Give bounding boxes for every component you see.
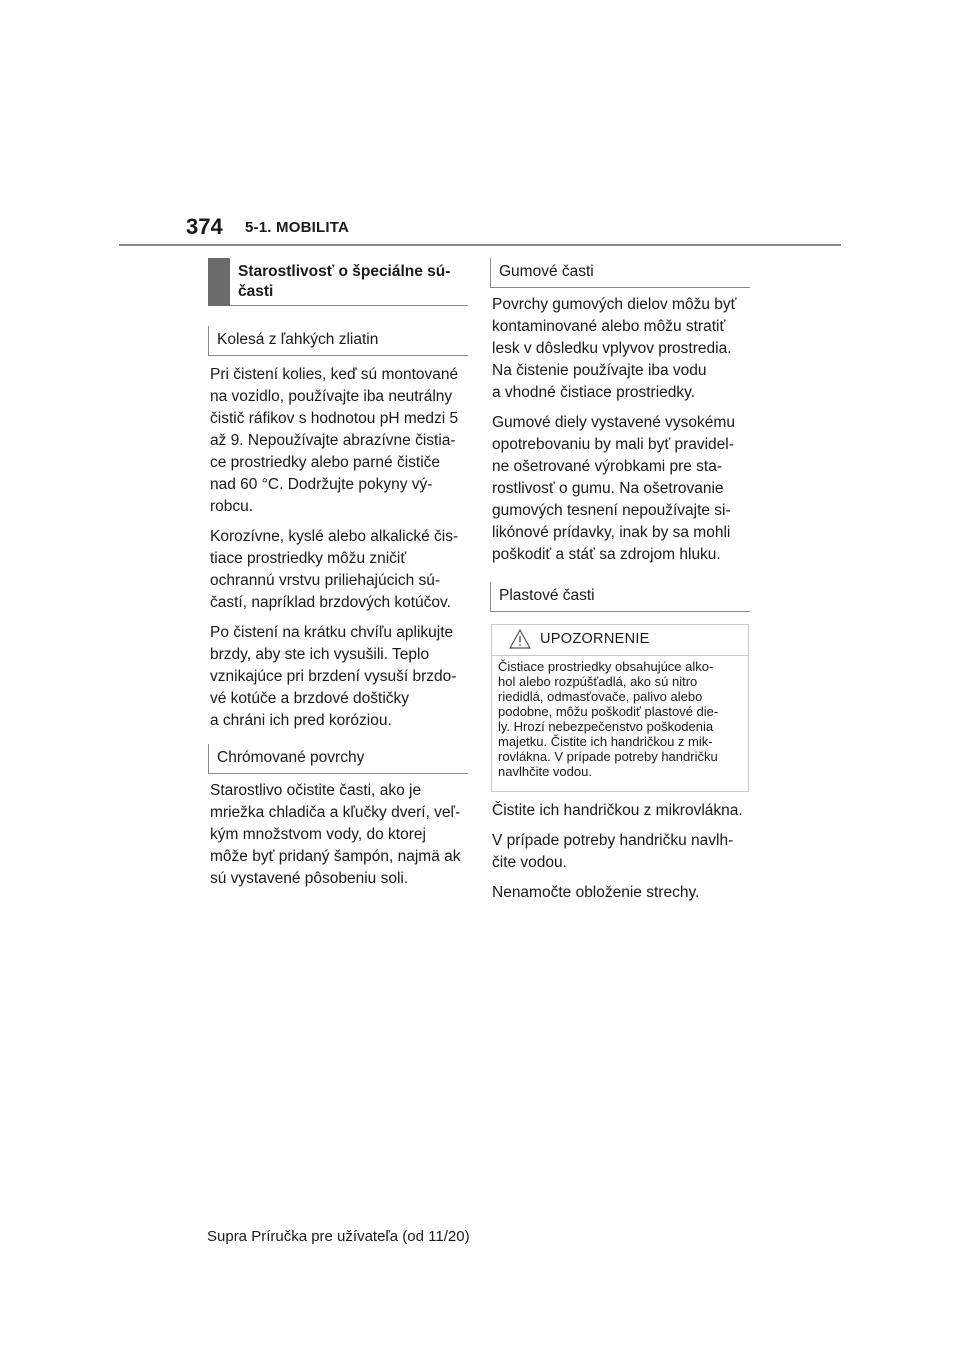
section-heading (208, 258, 468, 306)
paragraph: Nenamočte obloženie strechy. (492, 884, 700, 901)
warning-title: UPOZORNENIE (540, 631, 650, 647)
paragraph: Gumové diely vystavené vysokému opotrebovaniu by mali byť pravidel- ne ošetrované výrobkami pre sta- rostlivosť o gumu. Na ošetrovanie gumových tesnení nepoužívajte si- likónové prídavky, inak by sa mohli poškodiť a stáť sa zdrojom hluku. (492, 414, 735, 563)
footer-text: Supra Príručka pre užívateľa (od 11/20) (207, 1228, 470, 1245)
paragraph: Korozívne, kyslé alebo alkalické čis- tiace prostriedky môžu zničiť ochrannú vrstvu priliehajúcich sú- častí, napríklad brzdových kotúčov. (210, 528, 459, 611)
paragraph: Po čistení na krátku chvíľu aplikujte brzdy, aby ste ich vysušili. Teplo vznikajúce pri brzdení vysuší brzdo- vé kotúče a brzdové doštičky a chráni ich pred koróziou. (210, 624, 457, 729)
page-number: 374 (186, 214, 223, 239)
paragraph: Pri čistení kolies, keď sú montované na vozidlo, používajte iba neutrálny čistič ráfikov s hodnotou pH medzi 5 až 9. Nepoužívajte abrazívne čistia- ce prostriedky alebo parné čističe nad 60 °C. Dodržujte pokyny vý- robcu. (210, 366, 459, 515)
subheading-plastic: Plastové časti (490, 582, 750, 612)
subheading-rubber: Gumové časti (490, 258, 750, 288)
paragraph: V prípade potreby handričku navlh- čite vodou. (492, 832, 734, 871)
plastic-text (492, 800, 754, 904)
section-title: 5-1. MOBILITA (245, 219, 349, 236)
paragraph: Povrchy gumových dielov môžu byť kontaminované alebo môžu stratiť lesk v dôsledku vplyvov prostredia. Na čistenie používajte iba vodu a vhodné čistiace prostriedky. (492, 296, 737, 401)
warning-box (491, 624, 749, 792)
paragraph: Čistite ich handričkou z mikrovlákna. (492, 802, 743, 819)
paragraph: Starostlivo očistite časti, ako je mriežka chladiča a kľučky dverí, veľ- kým množstvom vody, do ktorej môže byť pridaný šampón, najmä ak sú vystavené pôsobeniu soli. (210, 782, 461, 887)
subheading-chrome: Chrómované povrchy (208, 744, 468, 774)
heading-bar (208, 258, 230, 306)
wheels-text (210, 364, 470, 732)
warning-triangle-icon (509, 629, 531, 649)
header-divider (119, 244, 841, 246)
warning-text: Čistiace prostriedky obsahujúce alko- hol alebo rozpúšťadlá, ako sú nitro riedidlá, odmasťovače, palivo alebo podobne, môžu poškodiť plastové die- ly. Hrozí nebezpečenstvo poškodenia majetku. Čistite ich handričkou z mik- rovlákna. V prípade potreby handričku navlhčite vodou. (498, 659, 719, 779)
warning-header (492, 625, 748, 656)
subheading-wheels: Kolesá z ľahkých zliatin (208, 326, 468, 356)
section-heading-text: Starostlivosť o špeciálne sú- časti (238, 263, 451, 300)
rubber-text (492, 294, 754, 566)
chrome-text (210, 780, 470, 890)
